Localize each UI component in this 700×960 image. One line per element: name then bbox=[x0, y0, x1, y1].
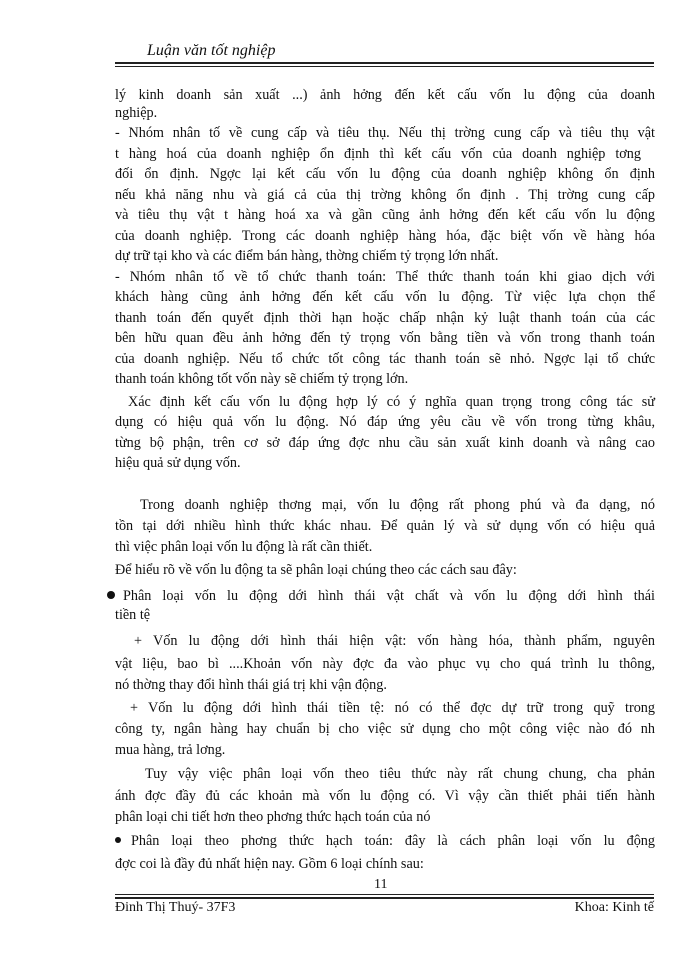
bullet-icon bbox=[115, 837, 121, 843]
text-line: nghiệp. bbox=[115, 105, 158, 121]
text-line: nếu khả năng nhu và giá cả của thị trờng không ổn định . Thị trờng cung cấp bbox=[115, 187, 655, 203]
text-line: phân loại chi tiết hơn theo phơng thức hạch toán của nó bbox=[115, 809, 431, 825]
text-line: đối ổn định. Ngợc lại kết cấu vốn lu động của doanh nghiệp không ổn định bbox=[115, 166, 655, 182]
text-line: của doanh nghiệp. Nếu tổ chức tốt công tác thanh toán sẽ nhỏ. Ngợc lại tổ chức bbox=[115, 351, 655, 367]
text-line: Xác định kết cấu vốn lu động hợp lý có ý nghĩa quan trọng trong công tác sử bbox=[128, 394, 655, 410]
text-line: Trong doanh nghiệp thơng mại, vốn lu động rất phong phú và đa dạng, nó bbox=[140, 497, 655, 513]
header-title: Luận văn tốt nghiệp bbox=[147, 42, 276, 59]
text-line: ánh đợc đầy đủ các khoản mà vốn lu động có. Vì vậy cần thiết phải tiến hành bbox=[115, 788, 655, 804]
text-line: + Vốn lu động dới hình thái hiện vật: vốn hàng hóa, thành phẩm, nguyên bbox=[134, 633, 655, 649]
text-line: dụng có hiệu quả vốn lu động. Nó đáp ứng yêu cầu về vốn trong từng khâu, bbox=[115, 414, 655, 430]
text-line: hiệu quả sử dụng vốn. bbox=[115, 455, 241, 471]
bullet-item bbox=[115, 832, 655, 850]
text-line: mua hàng, trả lơng. bbox=[115, 742, 226, 758]
text-line: t hàng hoá của doanh nghiệp ổn định thì kết cấu vốn của doanh nghiệp tơng bbox=[115, 146, 641, 162]
text-line: tồn tại dới nhiều hình thức khác nhau. Để quản lý và sử dụng vốn có hiệu quả bbox=[115, 518, 655, 534]
text-line: lý kinh doanh sản xuất ...) ảnh hởng đến kết cấu vốn lu động của doanh bbox=[115, 87, 655, 103]
text-line: - Nhóm nhân tố về cung cấp và tiêu thụ. Nếu thị trờng cung cấp và tiêu thụ vật bbox=[115, 125, 655, 141]
bullet-icon bbox=[107, 591, 115, 599]
text-line: vật liệu, bao bì ....Khoản vốn này đợc đa vào phục vụ cho quá trình lu thông, bbox=[115, 656, 655, 672]
footer-author: Đinh Thị Thuý- 37F3 bbox=[115, 900, 236, 915]
text-line: - Nhóm nhân tố về tổ chức thanh toán: Thể thức thanh toán khi giao dịch với bbox=[115, 269, 655, 285]
footer-faculty: Khoa: Kinh tế bbox=[574, 900, 654, 915]
text-line: và tiêu thụ vật t hàng hoá xa và gần cũng ảnh hởng đến kết cấu vốn lu động bbox=[115, 207, 655, 223]
header-rule-thin bbox=[115, 66, 654, 67]
text-line: thanh toán đến quyết định thời hạn hoặc chấp nhận kỷ luật thanh toán của các bbox=[115, 310, 655, 326]
header-rule bbox=[115, 62, 654, 64]
page-number: 11 bbox=[374, 877, 388, 892]
text-line: khách hàng cũng ảnh hởng đến kết cấu vốn lu động. Từ việc lựa chọn thể bbox=[115, 289, 655, 305]
text-line: đợc coi là đầy đủ nhất hiện nay. Gồm 6 loại chính sau: bbox=[115, 856, 424, 872]
text-line: nó thờng thay đổi hình thái giá trị khi vận động. bbox=[115, 677, 387, 693]
text-line: của doanh nghiệp. Trong các doanh nghiệp hàng hóa, đặc biệt vốn về hàng hóa bbox=[115, 228, 655, 244]
text-line: + Vốn lu động dới hình thái tiền tệ: nó có thể đợc dự trữ trong quỹ trong bbox=[130, 700, 655, 716]
text-line: từng bộ phận, trên cơ sở đáp ứng đợc nhu cầu sản xuất kinh doanh và nâng cao bbox=[115, 435, 655, 451]
text-line: dự trữ tại kho và các điểm bán hàng, thờng chiếm tỷ trọng lớn nhất. bbox=[115, 248, 499, 264]
bullet-text: Phân loại theo phơng thức hạch toán: đây là cách phân loại vốn lu động bbox=[131, 833, 655, 849]
text-line: thì việc phân loại vốn lu động là rất cần thiết. bbox=[115, 539, 373, 555]
bullet-text: Phân loại vốn lu động dới hình thái vật chất và vốn lu động dới hình thái bbox=[123, 588, 655, 604]
text-line: Tuy vậy việc phân loại vốn theo tiêu thức này rất chung chung, cha phản bbox=[145, 766, 655, 782]
text-line: bên hữu quan đều ảnh hởng đến tỷ trọng vốn bằng tiền và vốn trong thanh toán bbox=[115, 330, 655, 346]
bullet-item bbox=[107, 587, 655, 605]
text-line: thanh toán không tốt vốn này sẽ chiếm tỷ trọng lớn. bbox=[115, 371, 409, 387]
text-line: Để hiểu rõ về vốn lu động ta sẽ phân loại chúng theo các cách sau đây: bbox=[115, 562, 517, 578]
text-line: công ty, ngân hàng hay chuẩn bị cho việc sử dụng cho một công việc nào đó nh bbox=[115, 721, 655, 737]
text-line: tiền tệ bbox=[115, 607, 151, 623]
footer-rule bbox=[115, 894, 654, 895]
footer-rule-thick bbox=[115, 897, 654, 899]
